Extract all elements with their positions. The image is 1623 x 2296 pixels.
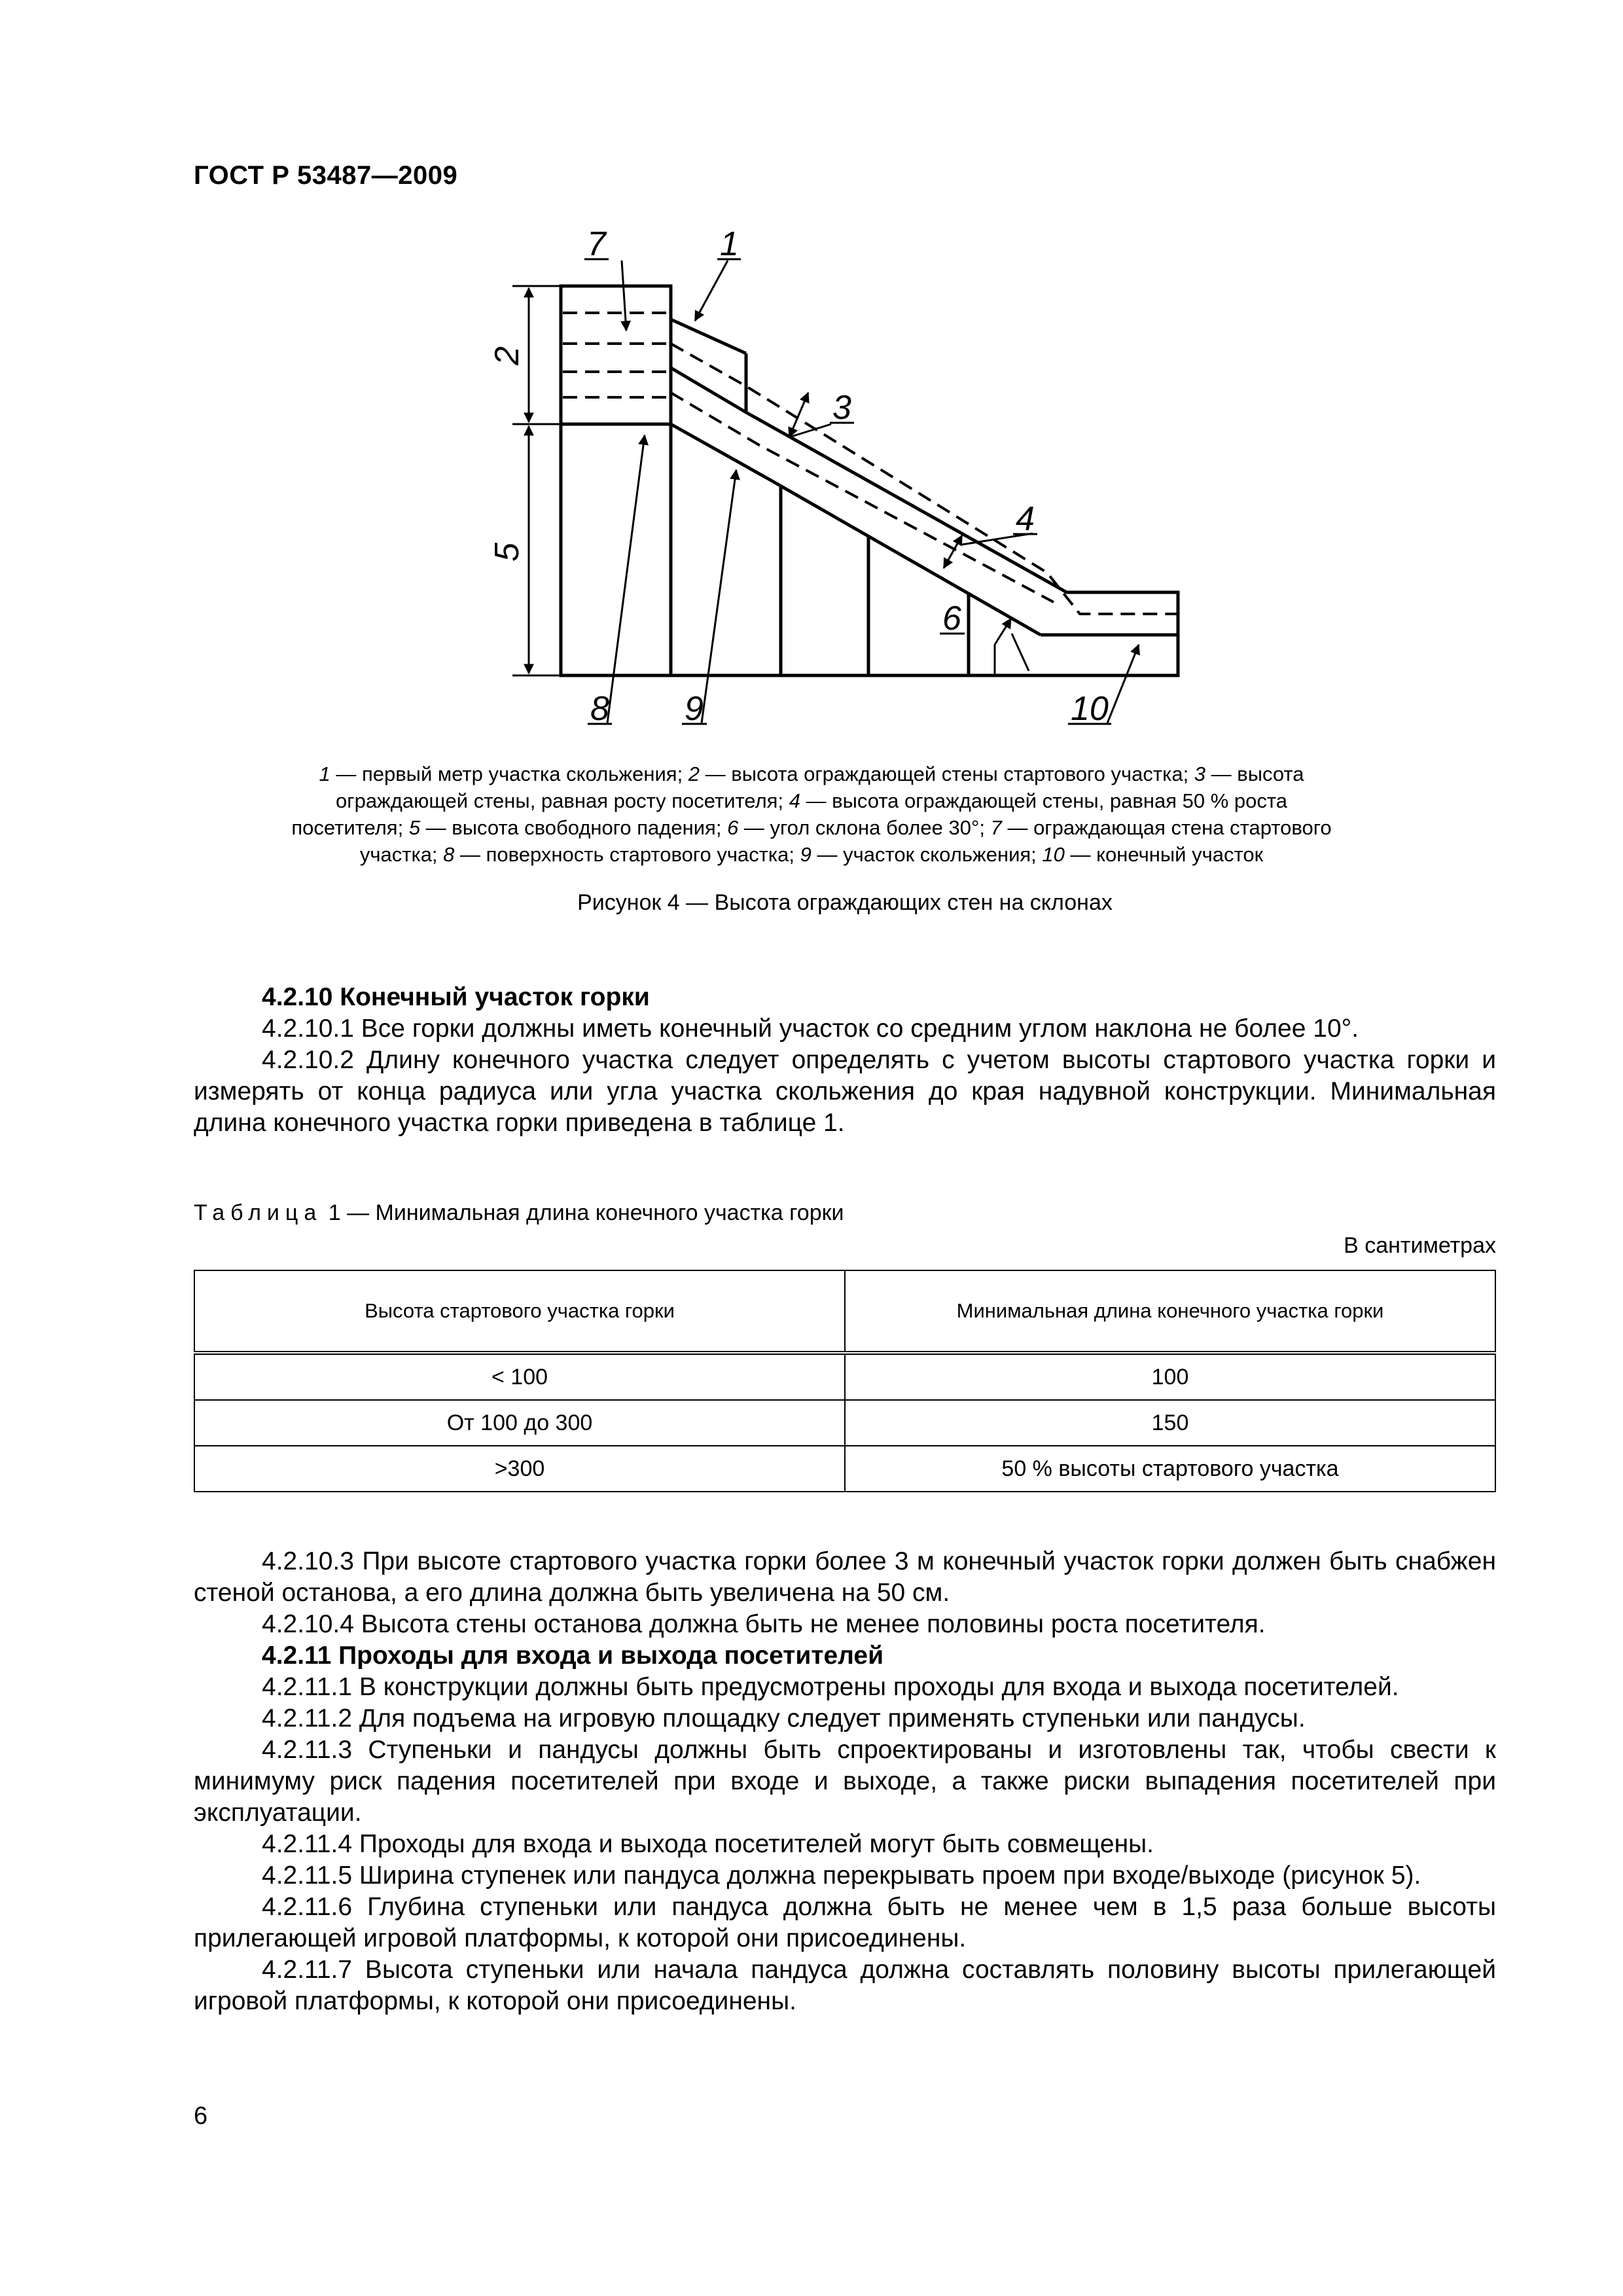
figure-caption: Рисунок 4 — Высота ограждающих стен на склонах: [577, 890, 1113, 915]
table-1-title: Таблица 1 — Минимальная длина конечного участка горки: [194, 1200, 844, 1225]
legend-item-9: 9 — участок скольжения;: [800, 843, 1043, 866]
table-1: [194, 1270, 1496, 1492]
legend-item-6: 6 — угол склона более 30°;: [727, 816, 991, 839]
fig-label-3: 3: [832, 389, 851, 427]
paragraph-4-2-11-7: 4.2.11.7 Высота ступеньки или начала пандуса должна составлять половину высоты прилегающей игровой платформы, к которой они присоединены.: [194, 1956, 1496, 2015]
table-cell: < 100: [194, 1353, 845, 1400]
table-header-cell: Высота стартового участка горки: [194, 1270, 845, 1353]
paragraph-4-2-10-4: 4.2.10.4 Высота стены останова должна быть не менее половины роста посетителя.: [262, 1610, 1266, 1638]
paragraph-4-2-11-1: 4.2.11.1 В конструкции должны быть предусмотрены проходы для входа и выхода посетителей.: [262, 1673, 1399, 1701]
legend-item-4: 4 — высота ограждающей стены, равная 50 % роста посетителя;: [291, 789, 1287, 839]
paragraph-4-2-11-3: 4.2.11.3 Ступеньки и пандусы должны быть спроектированы и изготовлены так, чтобы свести к минимуму риск падения посетителей при входе и выходе, а также риски выпадения посетителей при эксплуатации.: [194, 1736, 1496, 1827]
table-row: [194, 1353, 1495, 1400]
table-row: [194, 1446, 1495, 1492]
table-header-cell: Минимальная длина конечного участка горки: [845, 1270, 1495, 1353]
paragraph-4-2-10-2: 4.2.10.2 Длину конечного участка следует определять с учетом высоты стартового участка горки и измерять от конца радиуса или угла участка скольжения до края надувной конструкции. Минимальная длина конечного участка горки приведена в таблице 1.: [194, 1046, 1496, 1137]
fig-label-6: 6: [942, 600, 961, 637]
section-heading-4-2-10: 4.2.10 Конечный участок горки: [262, 983, 650, 1011]
start-wall-outline: [561, 286, 671, 424]
paragraph-4-2-11-2: 4.2.11.2 Для подъема на игровую площадку следует применять ступеньки или пандусы.: [262, 1704, 1306, 1732]
legend-item-2: 2 — высота ограждающей стены стартового участка;: [688, 762, 1194, 785]
legend-item-5: 5 — высота свободного падения;: [408, 816, 728, 839]
legend-item-3: 3 — высота ограждающей стены, равная росту посетителя;: [336, 762, 1304, 812]
section-4-2-10-continued: [194, 1546, 1496, 2017]
table-cell: От 100 до 300: [194, 1400, 845, 1446]
fig-label-8: 8: [590, 690, 609, 728]
table-1-units: В сантиметрах: [1344, 1233, 1496, 1258]
table-cell: 100: [845, 1353, 1495, 1400]
fig-label-5: 5: [488, 543, 526, 562]
slide-diagram-svg: [0, 223, 1623, 753]
fig-label-4: 4: [1016, 500, 1035, 538]
fig-label-1: 1: [720, 225, 739, 263]
paragraph-4-2-11-6: 4.2.11.6 Глубина ступеньки или пандуса должна быть не менее чем в 1,5 раза больше высоты прилегающей игровой платформы, к которой они присоединены.: [194, 1893, 1496, 1952]
fig-label-9: 9: [685, 690, 704, 728]
section-4-2-10: [194, 982, 1496, 1139]
legend-item-7: 7 — ограждающая стена стартового участка;: [359, 816, 1332, 866]
table-row: [194, 1400, 1495, 1446]
legend-item-1: 1 — первый метр участка скольжения;: [319, 762, 688, 785]
table-cell: >300: [194, 1446, 845, 1492]
document-id-header: ГОСТ Р 53487—2009: [194, 161, 458, 190]
table-cell: 150: [845, 1400, 1495, 1446]
paragraph-4-2-10-3: 4.2.10.3 При высоте стартового участка горки более 3 м конечный участок горки должен быть снабжен стеной останова, а его длина должна быть увеличена на 50 см.: [194, 1547, 1496, 1607]
fig-label-2: 2: [488, 346, 526, 365]
page-number: 6: [194, 2102, 208, 2130]
table-header-row: [194, 1270, 1495, 1353]
paragraph-4-2-11-5: 4.2.11.5 Ширина ступенек или пандуса должна перекрывать проем при входе/выходе (рисунок 5).: [262, 1861, 1421, 1890]
paragraph-4-2-11-4: 4.2.11.4 Проходы для входа и выхода посетителей могут быть совмещены.: [262, 1830, 1154, 1858]
slide-surface: [671, 424, 1041, 635]
figure-4-slide-diagram: [0, 223, 1623, 753]
fig-label-7: 7: [587, 225, 606, 263]
section-heading-4-2-11: 4.2.11 Проходы для входа и выхода посетителей: [262, 1641, 884, 1670]
figure-legend: [281, 761, 1342, 868]
paragraph-4-2-10-1: 4.2.10.1 Все горки должны иметь конечный участок со средним углом наклона не более 10°.: [262, 1014, 1359, 1043]
fig-label-10: 10: [1071, 690, 1109, 728]
legend-item-10: 10 — конечный участок: [1042, 843, 1264, 866]
table-cell: 50 % высоты стартового участка: [845, 1446, 1495, 1492]
legend-item-8: 8 — поверхность стартового участка;: [443, 843, 800, 866]
